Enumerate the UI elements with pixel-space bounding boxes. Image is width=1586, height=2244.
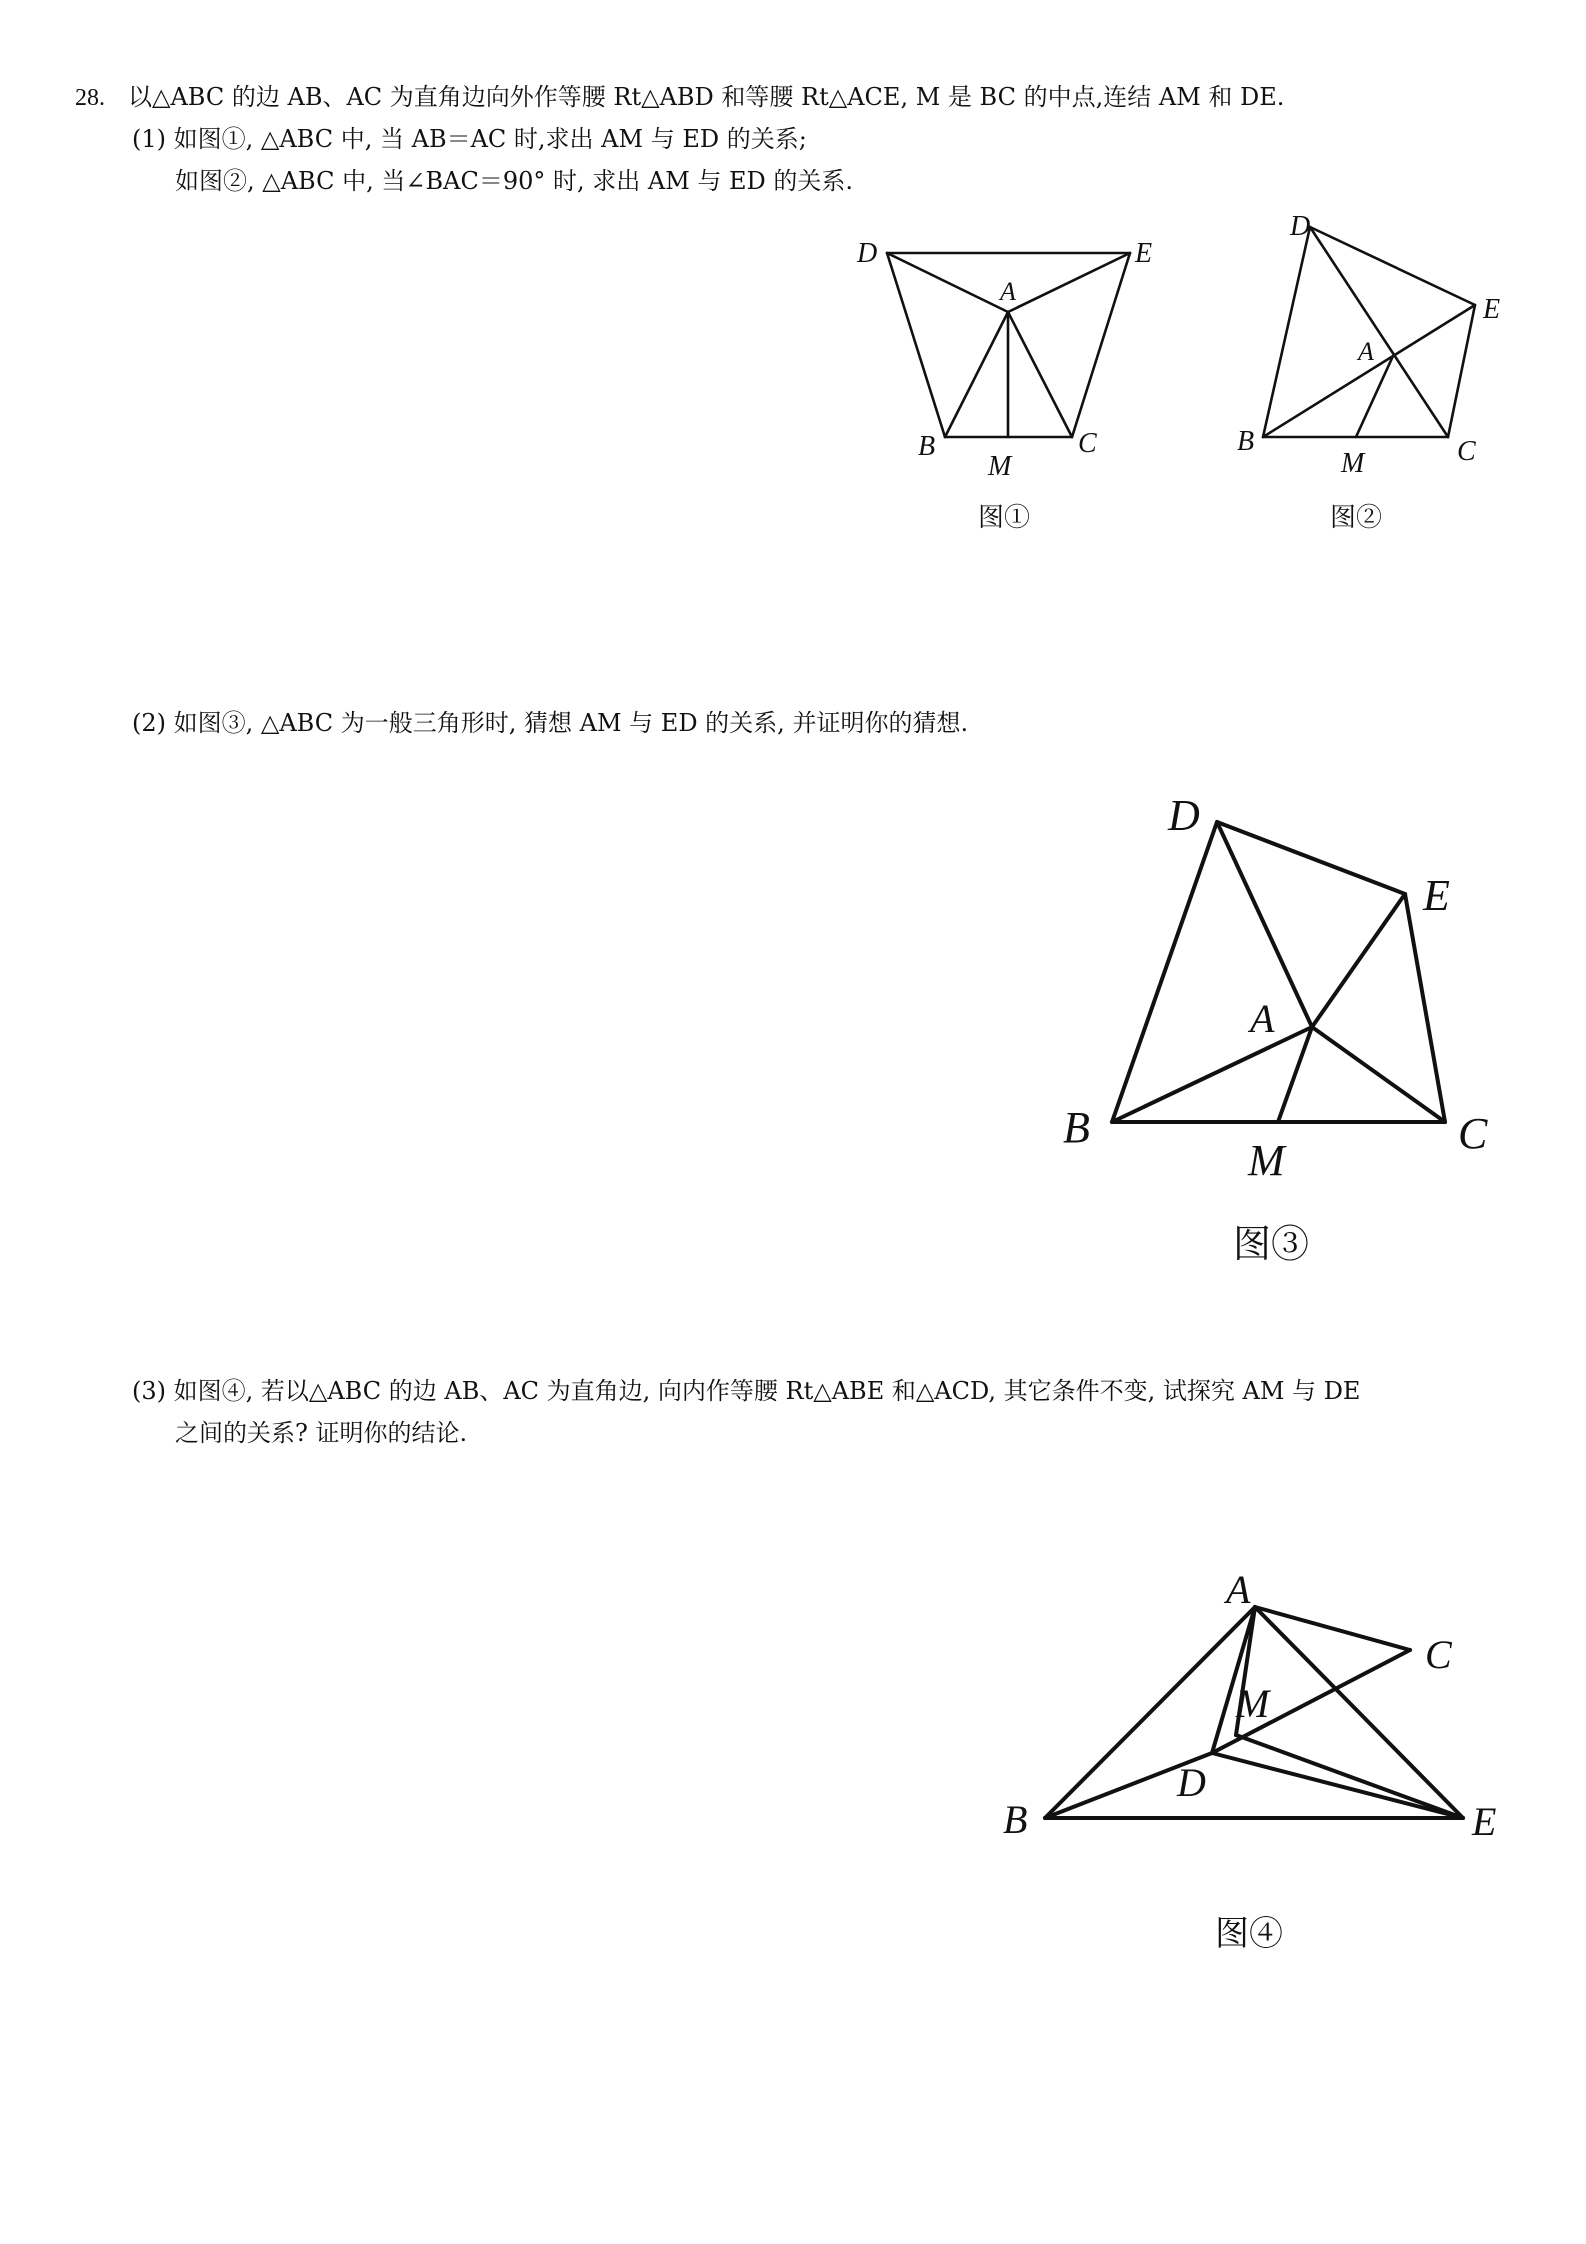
fig1-label-A: A <box>1000 277 1016 306</box>
fig2-label-M: M <box>1341 448 1365 479</box>
problem-number-label: 28. <box>75 85 105 111</box>
fig3-segment-EA <box>1312 894 1405 1027</box>
fig2-segment-CE <box>1448 305 1475 437</box>
figure-3-caption: 图③ <box>1233 1222 1310 1266</box>
fig2-label-D: D <box>1290 211 1311 242</box>
part3-question-line2: 之间的关系? 证明你的结论. <box>175 1419 468 1447</box>
fig4-label-E: E <box>1472 1799 1497 1844</box>
fig2-label-E: E <box>1483 294 1501 325</box>
part1-question-line1: (1) 如图①, △ABC 中, 当 AB＝AC 时,求出 AM 与 ED 的关系; <box>132 125 807 153</box>
fig3-label-B: B <box>1063 1103 1090 1152</box>
fig2-segment-DB <box>1263 227 1310 437</box>
problem-stem: 以△ABC 的边 AB、AC 为直角边向外作等腰 Rt△ABD 和等腰 Rt△ACE, M 是 BC 的中点,连结 AM 和 DE. <box>128 83 1285 111</box>
fig4-segment-ME <box>1236 1735 1463 1818</box>
figure-2-caption: 图② <box>1330 503 1383 533</box>
fig1-label-E: E <box>1135 238 1153 269</box>
fig1-label-D: D <box>857 238 878 269</box>
fig4-segment-DE <box>1212 1753 1463 1818</box>
figure-1-caption: 图① <box>978 503 1031 533</box>
part2-question: (2) 如图③, △ABC 为一般三角形时, 猜想 AM 与 ED 的关系, 并证明你的猜想. <box>132 709 969 737</box>
fig1-label-B: B <box>918 431 936 462</box>
figure-4-caption: 图④ <box>1215 1914 1283 1954</box>
fig1-label-C: C <box>1078 428 1097 459</box>
fig4-label-C: C <box>1425 1632 1452 1677</box>
fig3-segment-AC <box>1312 1027 1445 1122</box>
fig1-segment-EA <box>1008 253 1130 312</box>
fig2-segment-BE <box>1263 305 1475 437</box>
fig1-segment-AB <box>945 312 1008 437</box>
fig1-segment-DB <box>887 253 945 437</box>
fig3-label-D: D <box>1168 791 1200 840</box>
fig3-segment-EC <box>1405 894 1445 1122</box>
fig4-label-B: B <box>1003 1797 1028 1842</box>
fig3-label-E: E <box>1423 871 1450 920</box>
fig1-segment-DA <box>887 253 1008 312</box>
fig2-label-A: A <box>1358 337 1374 366</box>
fig3-label-C: C <box>1458 1109 1488 1158</box>
fig4-label-D: D <box>1177 1760 1206 1805</box>
part1-question-line2: 如图②, △ABC 中, 当∠BAC＝90° 时, 求出 AM 与 ED 的关系. <box>175 167 854 195</box>
fig3-segment-DB <box>1112 822 1217 1122</box>
fig4-label-M: M <box>1236 1681 1270 1726</box>
fig2-label-B: B <box>1237 426 1255 457</box>
fig3-label-M: M <box>1248 1136 1285 1185</box>
fig4-label-A: A <box>1226 1567 1251 1612</box>
fig1-segment-EC <box>1072 253 1130 437</box>
fig1-segment-AC <box>1008 312 1072 437</box>
fig3-label-A: A <box>1250 996 1275 1041</box>
fig1-label-M: M <box>988 451 1012 482</box>
part3-question-line1: (3) 如图④, 若以△ABC 的边 AB、AC 为直角边, 向内作等腰 Rt△ABE 和△ACD, 其它条件不变, 试探究 AM 与 DE <box>132 1377 1361 1405</box>
fig2-label-C: C <box>1457 436 1476 467</box>
